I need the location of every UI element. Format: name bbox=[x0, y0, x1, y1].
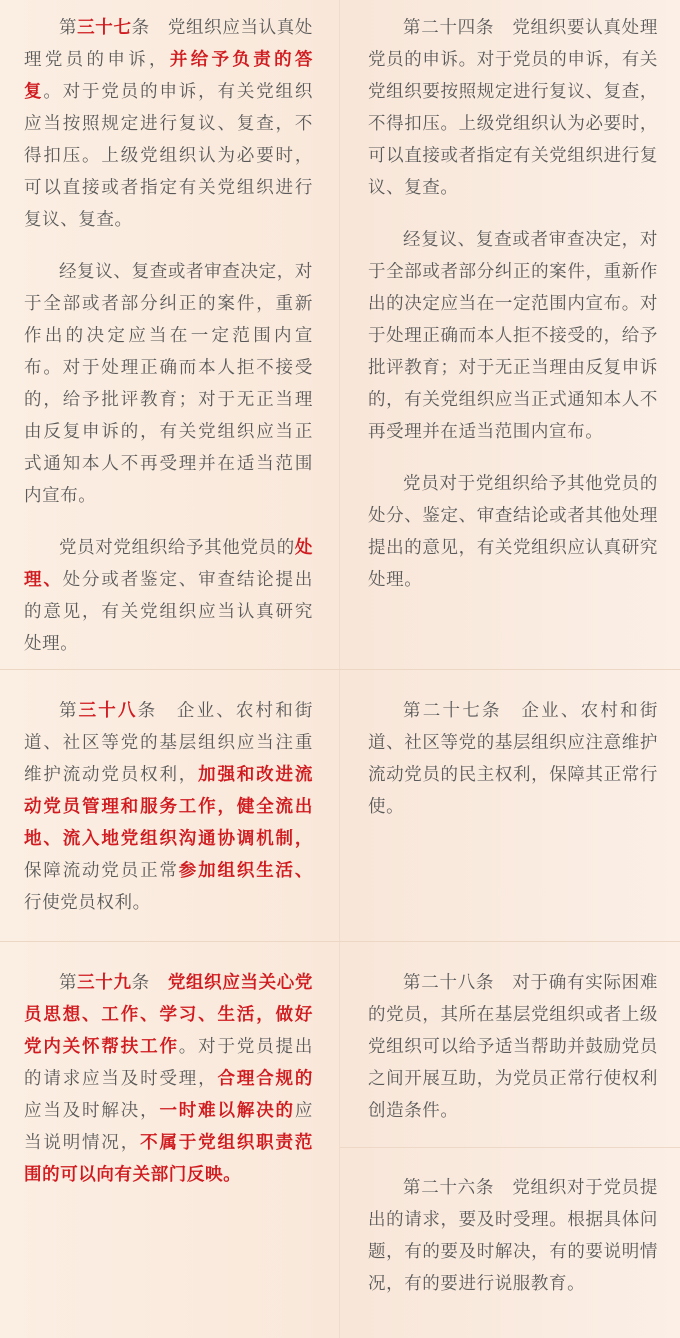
highlighted-text: 一时难以解决的 bbox=[159, 1101, 295, 1121]
old-rules-column bbox=[340, 0, 680, 669]
highlighted-text: 并给予负责的答复 bbox=[24, 50, 314, 102]
highlighted-text: 三十八 bbox=[78, 701, 138, 721]
text-segment: 行使党员权利。 bbox=[24, 893, 151, 913]
text-segment: 第二十四条 党组织要认真处理党员的申诉。对于党员的申诉，有关党组织要按照规定进行复议、复查，不得扣压。上级党组织认为必要时，可以直接或者指定有关党组织进行复议、复查。 bbox=[368, 18, 658, 198]
text-segment: 。对于党员的申诉，有关党组织应当按照规定进行复议、复查，不得扣压。上级党组织认为必要时，可以直接或者指定有关党组织进行复议、复查。 bbox=[24, 82, 313, 230]
old-rules-column bbox=[340, 670, 680, 941]
text-segment: 第 bbox=[59, 701, 79, 721]
text-segment: 第 bbox=[59, 973, 78, 993]
text-segment: 条 企业、农村和街道、社区等党的基层组织应当注重维护流动党员权利， bbox=[24, 701, 313, 785]
old-article-26-para-1 bbox=[368, 1172, 658, 1300]
highlighted-text: 三十七 bbox=[77, 18, 132, 38]
row-article-39 bbox=[0, 942, 680, 1338]
old-rules-column bbox=[340, 942, 680, 1338]
text-segment: 。对于党员提出的请求应当及时受理， bbox=[24, 1037, 313, 1089]
text-segment: 保障流动党员正常 bbox=[24, 861, 179, 881]
text-segment: 条 bbox=[131, 973, 168, 993]
text-segment: 应当及时解决， bbox=[24, 1101, 160, 1121]
article-37-para-2 bbox=[24, 256, 313, 512]
old-article-24-para-3 bbox=[368, 468, 658, 596]
text-segment: 第二十七条 企业、农村和街道、社区等党的基层组织应注意维护流动党员的民主权利，保障其正常行使。 bbox=[368, 701, 658, 817]
highlighted-text: 处理、 bbox=[24, 538, 313, 590]
old-article-28-para-1 bbox=[368, 967, 658, 1127]
row-article-38 bbox=[0, 670, 680, 941]
text-segment: 党员对于党组织给予其他党员的处分、鉴定、审查结论或者其他处理提出的意见，有关党组织应认真研究处理。 bbox=[368, 474, 658, 590]
highlighted-text: 党组织应当关心党员思想、工作、学习、生活，做好党内关怀帮扶工作 bbox=[24, 973, 313, 1057]
highlighted-text: 加强和改进流动党员管理和服务工作，健全流出地、流入地党组织沟通协调机制， bbox=[24, 765, 313, 849]
highlighted-text: 参加组织生活、 bbox=[178, 861, 313, 881]
text-segment: 条 党组织应当认真处理党员的申诉， bbox=[24, 18, 313, 70]
text-segment: 应当说明情况， bbox=[24, 1101, 314, 1153]
text-segment: 第二十六条 党组织对于党员提出的请求，要及时受理。根据具体问题，有的要及时解决，有的要说明情况，有的要进行说服教育。 bbox=[368, 1178, 658, 1294]
old-article-24-para-2 bbox=[368, 224, 658, 448]
text-segment: 经复议、复查或者审查决定，对于全部或者部分纠正的案件，重新作出的决定应当在一定范围内宣布。对于处理正确而本人拒不接受的，给予批评教育；对于无正当理由反复申诉的，有关党组织应当正式通知本人不再受理并在适当范围内宣布。 bbox=[24, 262, 313, 506]
text-segment: 处分或者鉴定、审查结论提出的意见，有关党组织应当认真研究处理。 bbox=[24, 570, 313, 654]
old-article-27-para-1 bbox=[368, 695, 658, 823]
old-article-24-para-1 bbox=[368, 12, 658, 204]
cell-divider bbox=[340, 1147, 680, 1148]
article-37-para-3 bbox=[24, 532, 313, 660]
highlighted-text: 不属于党组织职责范围的可以向有关部门反映。 bbox=[24, 1133, 313, 1185]
text-segment: 经复议、复查或者审查决定，对于全部或者部分纠正的案件，重新作出的决定应当在一定范围内宣布。对于处理正确而本人拒不接受的，给予批评教育；对于无正当理由反复申诉的，有关党组织应当正式通知本人不再受理并在适当范围内宣布。 bbox=[368, 230, 658, 442]
new-rules-column bbox=[0, 0, 340, 669]
text-segment: 第 bbox=[59, 18, 78, 38]
article-38-para-1 bbox=[24, 695, 313, 919]
new-rules-column bbox=[0, 670, 340, 941]
article-37-para-1 bbox=[24, 12, 313, 236]
highlighted-text: 合理合规的 bbox=[217, 1069, 313, 1089]
text-segment: 第二十八条 对于确有实际困难的党员，其所在基层党组织或者上级党组织可以给予适当帮助并鼓励党员之间开展互助，为党员正常行使权利创造条件。 bbox=[368, 973, 658, 1121]
highlighted-text: 三十九 bbox=[77, 973, 132, 993]
article-39-para-1 bbox=[24, 967, 313, 1191]
new-rules-column bbox=[0, 942, 340, 1338]
text-segment: 党员对党组织给予其他党员的 bbox=[59, 538, 295, 558]
